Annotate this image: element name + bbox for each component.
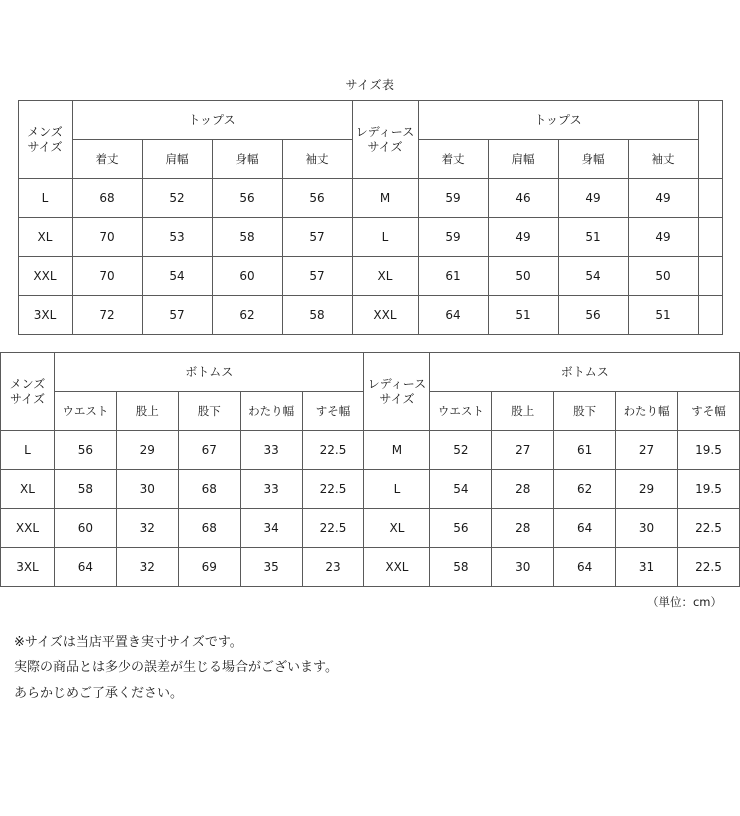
- bottoms-men-cell-2-2: 68: [178, 509, 240, 548]
- bottoms-women-cell-1-0: 54: [430, 470, 492, 509]
- tops-women-cell-1-0: 59: [418, 218, 488, 257]
- bottoms-women-cell-0-3: 27: [616, 431, 678, 470]
- page-title: サイズ表: [345, 78, 395, 92]
- tops-women-cell-3-2: 56: [558, 296, 628, 335]
- bottoms-women-col-0: ウエスト: [430, 392, 492, 431]
- bottoms-women-size-1: L: [364, 470, 430, 509]
- tops-women-col-0: 着丈: [418, 140, 488, 179]
- tops-men-cell-3-1: 57: [142, 296, 212, 335]
- bottoms-women-cell-3-0: 58: [430, 548, 492, 587]
- tops-women-cell-2-1: 50: [488, 257, 558, 296]
- tops-men-col-3: 袖丈: [282, 140, 352, 179]
- tops-men-size-label-line1: メンズ: [27, 124, 63, 139]
- tops-men-col-2: 身幅: [212, 140, 282, 179]
- tops-row-spacer-3: [698, 296, 722, 335]
- bottoms-men-size-label-line2: サイズ: [9, 391, 45, 406]
- bottoms-women-cell-2-3: 30: [616, 509, 678, 548]
- bottoms-women-cell-0-1: 27: [492, 431, 554, 470]
- bottoms-men-cell-3-0: 64: [54, 548, 116, 587]
- tops-women-size-3: XXL: [352, 296, 418, 335]
- tops-women-cell-1-2: 51: [558, 218, 628, 257]
- tops-women-cell-0-0: 59: [418, 179, 488, 218]
- bottoms-women-cell-1-2: 62: [554, 470, 616, 509]
- bottoms-men-cell-3-4: 23: [302, 548, 364, 587]
- tops-men-cell-3-2: 62: [212, 296, 282, 335]
- bottoms-women-size-label-line2: サイズ: [379, 391, 415, 406]
- tops-women-size-label-line2: サイズ: [367, 139, 403, 154]
- bottoms-men-cell-2-1: 32: [116, 509, 178, 548]
- note-line-1: ※サイズは当店平置き実寸サイズです。: [14, 635, 243, 650]
- bottoms-women-size-3: XXL: [364, 548, 430, 587]
- bottoms-women-cell-1-3: 29: [616, 470, 678, 509]
- bottoms-women-col-1: 股上: [492, 392, 554, 431]
- tops-men-cell-1-0: 70: [72, 218, 142, 257]
- table-row: [1, 431, 740, 470]
- size-chart-page: [0, 76, 740, 816]
- bottoms-men-cell-0-2: 67: [178, 431, 240, 470]
- unit-note: （単位：cm）: [646, 595, 722, 609]
- bottoms-men-cell-0-1: 29: [116, 431, 178, 470]
- tops-women-cell-2-2: 54: [558, 257, 628, 296]
- table-row: [18, 257, 722, 296]
- bottoms-men-cell-1-1: 30: [116, 470, 178, 509]
- tops-men-size-label-line2: サイズ: [27, 139, 63, 154]
- tops-men-cell-2-1: 54: [142, 257, 212, 296]
- bottoms-women-cell-3-1: 30: [492, 548, 554, 587]
- tops-table-wrapper: [0, 100, 740, 335]
- tops-women-cell-1-3: 49: [628, 218, 698, 257]
- bottoms-men-col-1: 股上: [116, 392, 178, 431]
- tops-men-cell-0-3: 56: [282, 179, 352, 218]
- tops-men-cell-1-2: 58: [212, 218, 282, 257]
- table-row: [18, 179, 722, 218]
- bottoms-women-cell-0-4: 19.5: [678, 431, 740, 470]
- table-row: [1, 470, 740, 509]
- tops-women-size-1: L: [352, 218, 418, 257]
- bottoms-men-cell-1-2: 68: [178, 470, 240, 509]
- bottoms-men-cell-3-2: 69: [178, 548, 240, 587]
- tops-men-cell-0-1: 52: [142, 179, 212, 218]
- bottoms-men-cell-3-1: 32: [116, 548, 178, 587]
- bottoms-women-size-label-line1: レディース: [367, 376, 427, 391]
- tops-men-cell-1-3: 57: [282, 218, 352, 257]
- bottoms-men-cell-2-4: 22.5: [302, 509, 364, 548]
- tops-men-cell-3-3: 58: [282, 296, 352, 335]
- bottoms-men-cell-0-4: 22.5: [302, 431, 364, 470]
- bottoms-size-table: [0, 352, 740, 587]
- table-row: [18, 296, 722, 335]
- bottoms-women-size-2: XL: [364, 509, 430, 548]
- bottoms-men-group-header: ボトムス: [54, 353, 364, 392]
- tops-men-size-label: [18, 101, 72, 179]
- bottoms-women-cell-2-1: 28: [492, 509, 554, 548]
- bottoms-men-col-0: ウエスト: [54, 392, 116, 431]
- tops-size-table: [18, 100, 723, 335]
- note-line-3: あらかじめご了承ください。: [14, 685, 184, 701]
- table-row: [1, 509, 740, 548]
- bottoms-table-wrapper: [0, 352, 740, 587]
- bottoms-men-size-label-line1: メンズ: [9, 376, 46, 391]
- bottoms-men-cell-1-3: 33: [240, 470, 302, 509]
- bottoms-women-cell-3-2: 64: [554, 548, 616, 587]
- bottoms-women-cell-2-4: 22.5: [678, 509, 740, 548]
- bottoms-men-size-3: 3XL: [1, 548, 55, 587]
- bottoms-women-col-3: わたり幅: [616, 392, 678, 431]
- tops-spacer-cell: [698, 101, 722, 179]
- tops-women-size-0: M: [352, 179, 418, 218]
- tops-men-cell-0-0: 68: [72, 179, 142, 218]
- tops-women-group-header: トップス: [418, 101, 698, 140]
- bottoms-women-cell-1-4: 19.5: [678, 470, 740, 509]
- tops-men-cell-2-0: 70: [72, 257, 142, 296]
- bottoms-men-cell-0-0: 56: [54, 431, 116, 470]
- bottoms-women-col-2: 股下: [554, 392, 616, 431]
- tops-group-header-row: [18, 101, 722, 140]
- bottoms-women-size-label: [364, 353, 430, 431]
- tops-women-size-label-line1: レディース: [355, 124, 415, 139]
- tops-women-cell-0-2: 49: [558, 179, 628, 218]
- tops-women-size-2: XL: [352, 257, 418, 296]
- tops-women-cell-3-0: 64: [418, 296, 488, 335]
- tops-women-cell-2-3: 50: [628, 257, 698, 296]
- bottoms-group-header-row: [1, 353, 740, 392]
- bottoms-women-cell-3-3: 31: [616, 548, 678, 587]
- tops-men-size-0: L: [18, 179, 72, 218]
- tops-women-col-2: 身幅: [558, 140, 628, 179]
- bottoms-men-cell-1-0: 58: [54, 470, 116, 509]
- bottoms-men-size-label: [1, 353, 55, 431]
- tops-men-cell-0-2: 56: [212, 179, 282, 218]
- table-row: [18, 218, 722, 257]
- bottoms-men-size-2: XXL: [1, 509, 55, 548]
- tops-men-col-1: 肩幅: [142, 140, 212, 179]
- tops-men-size-1: XL: [18, 218, 72, 257]
- bottoms-women-cell-0-2: 61: [554, 431, 616, 470]
- notes-block: [14, 630, 740, 706]
- bottoms-women-cell-3-4: 22.5: [678, 548, 740, 587]
- tops-men-group-header: トップス: [72, 101, 352, 140]
- tops-men-size-3: 3XL: [18, 296, 72, 335]
- bottoms-women-cell-2-0: 56: [430, 509, 492, 548]
- tops-men-cell-1-1: 53: [142, 218, 212, 257]
- bottoms-men-size-0: L: [1, 431, 55, 470]
- tops-men-size-2: XXL: [18, 257, 72, 296]
- bottoms-men-cell-2-3: 34: [240, 509, 302, 548]
- bottoms-men-cell-2-0: 60: [54, 509, 116, 548]
- bottoms-men-cell-3-3: 35: [240, 548, 302, 587]
- table-row: [1, 548, 740, 587]
- bottoms-women-cell-1-1: 28: [492, 470, 554, 509]
- tops-women-size-label: [352, 101, 418, 179]
- tops-women-cell-1-1: 49: [488, 218, 558, 257]
- tops-women-cell-3-3: 51: [628, 296, 698, 335]
- bottoms-women-col-4: すそ幅: [678, 392, 740, 431]
- bottoms-men-col-4: すそ幅: [302, 392, 364, 431]
- tops-women-cell-0-1: 46: [488, 179, 558, 218]
- tops-women-col-1: 肩幅: [488, 140, 558, 179]
- tops-row-spacer-1: [698, 218, 722, 257]
- bottoms-men-cell-1-4: 22.5: [302, 470, 364, 509]
- tops-men-cell-3-0: 72: [72, 296, 142, 335]
- tops-men-col-0: 着丈: [72, 140, 142, 179]
- tops-row-spacer-0: [698, 179, 722, 218]
- bottoms-women-cell-0-0: 52: [430, 431, 492, 470]
- tops-row-spacer-2: [698, 257, 722, 296]
- bottoms-women-cell-2-2: 64: [554, 509, 616, 548]
- note-line-2: 実際の商品とは多少の誤差が生じる場合がございます。: [14, 660, 338, 676]
- bottoms-men-cell-0-3: 33: [240, 431, 302, 470]
- bottoms-women-size-0: M: [364, 431, 430, 470]
- tops-women-col-3: 袖丈: [628, 140, 698, 179]
- bottoms-men-col-2: 股下: [178, 392, 240, 431]
- tops-men-cell-2-3: 57: [282, 257, 352, 296]
- tops-men-cell-2-2: 60: [212, 257, 282, 296]
- tops-women-cell-0-3: 49: [628, 179, 698, 218]
- tops-women-cell-2-0: 61: [418, 257, 488, 296]
- tops-women-cell-3-1: 51: [488, 296, 558, 335]
- bottoms-men-size-1: XL: [1, 470, 55, 509]
- bottoms-women-group-header: ボトムス: [430, 353, 740, 392]
- bottoms-men-col-3: わたり幅: [240, 392, 302, 431]
